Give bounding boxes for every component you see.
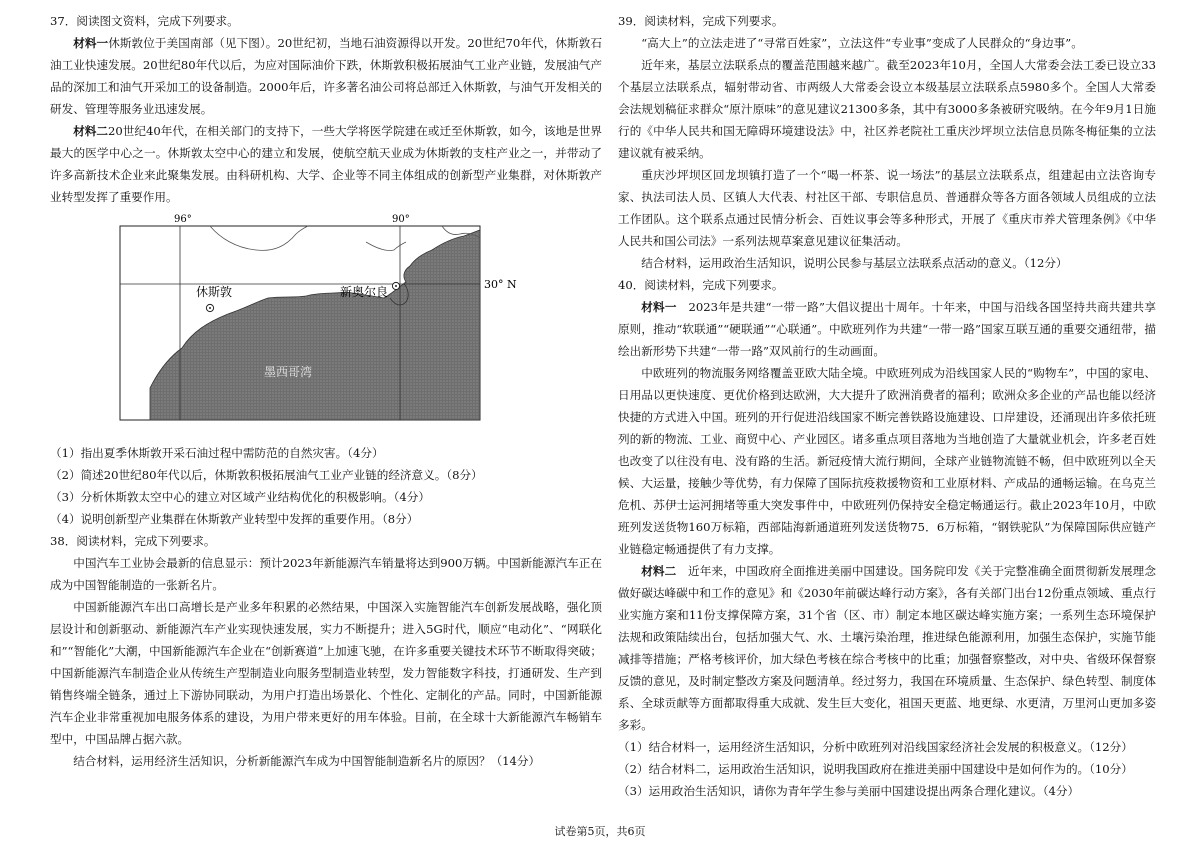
q37-header: 37．阅读图文资料，完成下列要求。	[50, 14, 239, 28]
q38-header: 38．阅读材料，完成下列要求。	[50, 534, 216, 548]
lon-90-label: 90°	[392, 214, 410, 225]
q40-sub-2: （2）结合材料二，运用政治生活知识，说明我国政府在推进美丽中国建设中是如何作为的。（10分）	[618, 762, 1133, 776]
q40-header: 40．阅读材料，完成下列要求。	[618, 278, 784, 292]
q40-sub-1: （1）结合材料一，运用经济生活知识，分析中欧班列对沿线国家经济社会发展的积极意义。（12分）	[618, 740, 1133, 754]
q40-material-1	[618, 296, 1156, 362]
q37-sub-2: （2）简述20世纪80年代以后，休斯敦积极拓展油气工业产业链的经济意义。（8分）	[50, 468, 483, 482]
gulf-label: 墨西哥湾	[264, 365, 313, 379]
q37-m1-label: 材料一	[73, 36, 109, 50]
q37-m1-text: 休斯敦位于美国南部（见下图）。20世纪初，当地石油资源得以开发。20世纪70年代，休斯敦石油工业快速发展。20世纪80年代以后，为应对国际油价下跌，休斯敦积极拓展油气工业产业链，发展油气产品的深加工和油气开采加工的设备制造。2000年后，许多著名油公司将总部迁入休斯敦，与油气开发相关的研发、管理等服务业迅速发展。	[50, 36, 602, 116]
q37-sub-3: （3）分析休斯敦太空中心的建立对区域产业结构优化的积极影响。（4分）	[50, 490, 430, 504]
lon-96-label: 96°	[174, 214, 192, 225]
q38-para-1: 中国汽车工业协会最新的信息显示：预计2023年新能源汽车销量将达到900万辆。中国新能源汽车正在成为中国智能制造的一张新名片。	[50, 556, 602, 592]
q39-para-4: 结合材料，运用政治生活知识，说明公民参与基层立法联系点活动的意义。（12分）	[641, 256, 1068, 270]
q40-m2-text: 近年来，中国政府全面推进美丽中国建设。国务院印发《关于完整准确全面贯彻新发展理念做好碳达峰碳中和工作的意见》和《2030年前碳达峰行动方案》，各有关部门出台12份重点领域、重点行业实施方案和11份支撑保障方案，31个省（区、市）制定本地区碳达峰实施方案；一系列生态环境保护法规和政策陆续出台，包括加强大气、水、土壤污染治理，推进绿色能源利用，加强生态保护，实施节能减排等措施；严格考核评价，加大绿色考核在综合考核中的比重；加强督察整改，对中央、省级环保督察反馈的意见，及时制定整改方案及问题清单。经过努力，我国在环境质量、生态保护、绿色转型、制度体系、全球贡献等方面都取得重大成就、发生巨大变化，祖国天更蓝、地更绿、水更清，万里河山更加多姿多彩。	[618, 564, 1156, 732]
q37-material-1	[50, 32, 602, 120]
lat-30-label: 30° N	[484, 278, 517, 291]
q40-m1-label: 材料一	[641, 300, 677, 314]
left-column	[50, 10, 602, 772]
q39-para-3: 重庆沙坪坝区回龙坝镇打造了一个“喝一杯茶、说一场法”的基层立法联系点，组建起由立法咨询专家、执法司法人员、区镇人大代表、村社区干部、专职信息员、普通群众等各方面各领域人员组成的立法工作团队。这个联系点通过民情分析会、百姓议事会等多种形式，开展了《重庆市养犬管理条例》《中华人民共和国公司法》一系列法规草案意见建议征集活动。	[618, 168, 1156, 248]
q40-m2-label: 材料二	[641, 564, 677, 578]
page-footer: 试卷第5页，共6页	[554, 825, 646, 838]
q38-para-3: 结合材料，运用经济生活知识，分析新能源汽车成为中国智能制造新名片的原因？（14分）	[73, 754, 541, 768]
q39-para-1: “高大上”的立法走进了“寻常百姓家”，立法这件“专业事”变成了人民群众的“身边事”。	[641, 36, 1083, 50]
q38-para-2: 中国新能源汽车出口高增长是产业多年积累的必然结果，中国深入实施智能汽车创新发展战略，强化顶层设计和创新驱动、新能源汽车产业实现快速发展，实力不断提升；进入5G时代，顺应“电动化”、“网联化和”“智能化”大潮，中国新能源汽车企业在“创新赛道”上加速飞驰，在许多重要关键技术环节不断取得突破；中国新能源汽车制造企业从传统生产型制造业向服务型制造业转型，发力智能数字科技，打通研发、生产到销售终端全链条，通过上下游协同联动，为用户打造出场景化、个性化、定制化的产品。同时，中国新能源汽车企业非常重视加电服务体系的建设，为用户带来更好的用车体验。目前，在全球十大新能源汽车畅销车型中，中国品牌占据六款。	[50, 600, 602, 746]
q37-m2-label: 材料二	[73, 124, 109, 138]
q37-m2-text: 20世纪40年代，在相关部门的支持下，一些大学将医学院建在或迁至休斯敦，如今，该地是世界最大的医学中心之一。休斯敦太空中心的建立和发展，使航空航天业成为休斯敦的支柱产业之一，并带动了许多高新技术企业来此聚集发展。由科研机构、大学、企业等不同主体组成的创新型产业集群，对休斯敦产业转型发挥了重要作用。	[50, 124, 602, 204]
q37-sub-4: （4）说明创新型产业集群在休斯敦产业转型中发挥的重要作用。（8分）	[50, 512, 419, 526]
q40-sub-3: （3）运用政治生活知识，请你为青年学生参与美丽中国建设提出两条合理化建议。（4分）	[618, 784, 1080, 798]
neworleans-label: 新奥尔良	[340, 285, 389, 299]
right-column	[618, 10, 1156, 802]
q39-header: 39．阅读材料，完成下列要求。	[618, 14, 784, 28]
q39-para-2: 近年来，基层立法联系点的覆盖范围越来越广。截至2023年10月，全国人大常委会法工委已设立33个基层立法联系点，辐射带动省、市两级人大常委会设立本级基层立法联系点5980多个。全国人大常委会法规划稿征求群众“原汁原味”的意见建议21300多条，其中有3000多条被研究吸纳。在今年9月1日施行的《中华人民共和国无障碍环境建设法》中，社区养老院社工重庆沙坪坝立法信息员陈冬梅征集的立法建议就有被采纳。	[618, 58, 1156, 160]
map-figure	[50, 212, 602, 440]
q40-m1-text-b: 中欧班列的物流服务网络覆盖亚欧大陆全境。中欧班列成为沿线国家人民的“购物车”，中国的家电、日用品以更快速度、更优价格到达欧洲，大大提升了欧洲消费者的福利；欧洲众多企业的产品也能以经济快捷的方式进入中国。班列的开行促进沿线国家不断完善铁路设施建设、口岸建设，还涌现出许多依托班列的新的物流、工业、商贸中心、产业园区。诸多重点项目落地为当地创造了大量就业机会，许多老百姓也改变了以往没有电、没有路的生活。新冠疫情大流行期间，全球产业链物流链不畅，但中欧班列以全天候、大运量，接触少等优势，有力保障了国际抗疫救援物资和工业原材料、产成品的通畅运输。在乌克兰危机、苏伊士运河拥堵等重大突发事件中，中欧班列仍保持安全稳定畅通运行。截止2023年10月，中欧班列发送货物160万标箱，西部陆海新通道班列发送货物75．6万标箱，“钢铁驼队”为保障国际供应链产业链稳定畅通提供了有力支撑。	[618, 366, 1156, 556]
q37-material-2	[50, 120, 602, 208]
houston-map	[50, 212, 602, 440]
q40-m1-text-a: 2023年是共建“一带一路”大倡议提出十周年。十年来，中国与沿线各国坚持共商共建共享原则，推动“软联通”“硬联通”“心联通”。中欧班列作为共建“一带一路”国家互联互通的重要交通纽带，描绘出新形势下共建“一带一路”双风前行的生动画面。	[618, 300, 1156, 358]
q37-sub-1: （1）指出夏季休斯敦开采石油过程中需防范的自然灾害。（4分）	[50, 446, 384, 460]
q40-material-2	[618, 560, 1156, 736]
houston-label: 休斯敦	[196, 285, 233, 299]
